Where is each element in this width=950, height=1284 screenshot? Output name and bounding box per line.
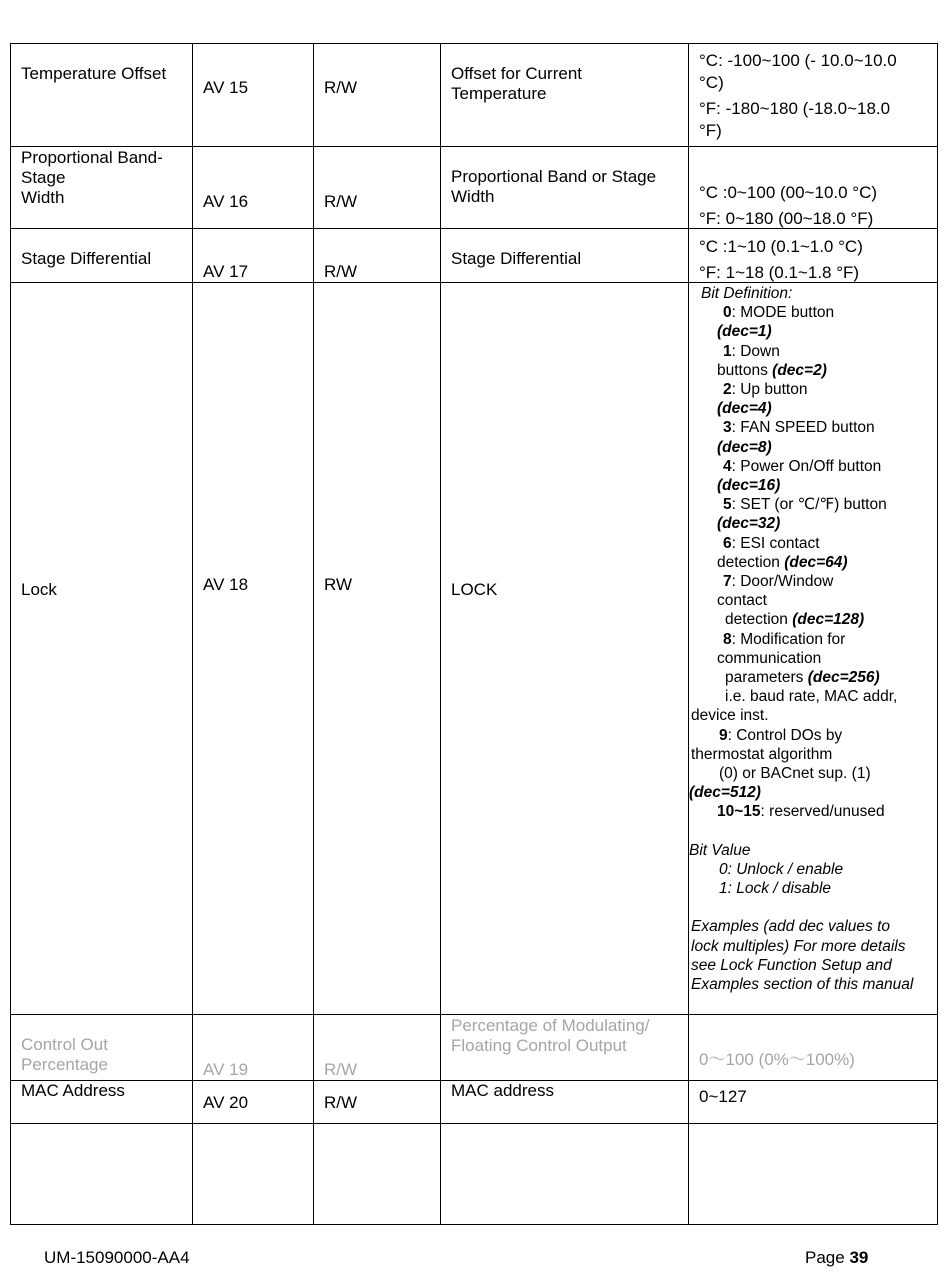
range-line: °F) — [699, 121, 722, 140]
cell-object — [193, 283, 314, 1015]
object-description — [451, 1016, 682, 1056]
bit-5: 5: SET (or ℃/℉) button — [723, 496, 887, 514]
range-line: °C: -100~100 (- 10.0~10.0 — [699, 51, 897, 70]
value-range — [699, 50, 931, 142]
object-name — [21, 1035, 186, 1075]
range-line: °F: 0~180 (00~18.0 °F) — [699, 209, 874, 228]
description-line: Proportional Band or Stage — [451, 167, 657, 186]
description-line: Temperature — [451, 84, 547, 103]
object-id: AV 20 — [203, 1093, 249, 1112]
cell-description — [441, 1081, 689, 1124]
bit-6-cont: detection (dec=64) — [717, 553, 848, 571]
object-description: Stage Differential — [451, 249, 582, 268]
bit-dec: (dec=1) — [717, 323, 772, 341]
access-mode: R/W — [324, 78, 358, 97]
range-line: °C :1~10 (0.1~1.0 °C) — [699, 237, 863, 256]
cell-empty — [193, 1124, 314, 1225]
name-line: Stage — [21, 168, 66, 187]
name-line: Percentage — [21, 1055, 108, 1074]
bit-value-title: Bit Value — [689, 841, 751, 859]
name-line: Control Out — [21, 1035, 108, 1054]
object-id: AV 17 — [203, 262, 249, 281]
cell-description — [441, 283, 689, 1015]
cell-object — [193, 1081, 314, 1124]
access-mode: R/W — [324, 262, 358, 281]
cell-name — [11, 147, 193, 229]
value-range: 0~127 — [699, 1087, 747, 1106]
table-row-proportional-band — [11, 147, 938, 229]
value-range: 0～100 (0%～100%) — [699, 1050, 855, 1069]
cell-empty — [314, 1124, 441, 1225]
object-id: AV 18 — [203, 575, 249, 594]
bit-8-cont2: parameters (dec=256) — [725, 669, 880, 687]
cell-access — [314, 283, 441, 1015]
object-description — [451, 64, 682, 104]
bit-10-15: 10~15: reserved/unused — [717, 803, 885, 821]
cell-access — [314, 147, 441, 229]
table-row-control-out — [11, 1015, 938, 1081]
description-line: Percentage of Modulating/ — [451, 1016, 650, 1035]
cell-bit-definition — [689, 283, 938, 1015]
examples-line: lock multiples) For more details — [691, 937, 906, 955]
access-mode: R/W — [324, 1060, 358, 1079]
bit-dec: (dec=16) — [717, 477, 781, 495]
cell-range — [689, 1081, 938, 1124]
table-row-lock — [11, 283, 938, 1015]
name-line: Width — [21, 188, 65, 207]
cell-access — [314, 1015, 441, 1081]
cell-object — [193, 229, 314, 283]
object-name: MAC Address — [21, 1081, 125, 1100]
bit-9: 9: Control DOs by — [719, 726, 843, 744]
bit-4: 4: Power On/Off button — [723, 457, 882, 475]
examples-line: Examples section of this manual — [691, 975, 914, 993]
bit-2: 2: Up button — [723, 381, 808, 399]
cell-empty — [11, 1124, 193, 1225]
table-row-empty — [11, 1124, 938, 1225]
cell-empty — [441, 1124, 689, 1225]
object-description: MAC address — [451, 1081, 554, 1100]
page-label: Page — [805, 1248, 845, 1267]
cell-range — [689, 229, 938, 283]
bit-9-cont: thermostat algorithm — [691, 745, 833, 763]
cell-name — [11, 44, 193, 147]
object-name: Lock — [21, 580, 57, 599]
bit-dec: (dec=8) — [717, 438, 772, 456]
value-range — [699, 234, 931, 286]
bit-9-cont2: (0) or BACnet sup. (1) — [719, 765, 871, 783]
object-description: LOCK — [451, 580, 498, 599]
bit-6: 6: ESI contact — [723, 534, 820, 552]
object-id: AV 16 — [203, 192, 249, 211]
bit-8: 8: Modification for — [723, 630, 846, 648]
description-line: Offset for Current — [451, 64, 583, 83]
access-mode: R/W — [324, 1093, 358, 1112]
bit-dec: (dec=4) — [717, 400, 772, 418]
cell-description — [441, 147, 689, 229]
cell-object — [193, 44, 314, 147]
description-line: Width — [451, 187, 495, 206]
bit-3: 3: FAN SPEED button — [723, 419, 875, 437]
page-number — [805, 1248, 868, 1268]
cell-range — [689, 147, 938, 229]
bit-7-cont2: detection (dec=128) — [725, 611, 865, 629]
bit-value-0: 0: Unlock / enable — [719, 860, 844, 878]
bit-8-note: i.e. baud rate, MAC addr, — [725, 688, 898, 706]
bit-8-cont: communication — [717, 649, 822, 667]
object-name: Stage Differential — [21, 249, 152, 268]
table-row-temperature-offset — [11, 44, 938, 147]
cell-access — [314, 229, 441, 283]
cell-name — [11, 283, 193, 1015]
name-line: Proportional Band- — [21, 148, 163, 167]
table-row-mac-address — [11, 1081, 938, 1124]
bit-8-note: device inst. — [691, 707, 769, 725]
document-id: UM-15090000-AA4 — [44, 1248, 190, 1267]
object-name — [21, 148, 186, 208]
cell-name — [11, 229, 193, 283]
object-id: AV 15 — [203, 78, 249, 97]
cell-description — [441, 1015, 689, 1081]
access-mode: RW — [324, 575, 353, 594]
bit-definition-title: Bit Definition: — [701, 285, 793, 302]
bit-dec: (dec=512) — [689, 784, 761, 802]
object-description — [451, 167, 682, 207]
access-mode: R/W — [324, 192, 358, 211]
bit-7: 7: Door/Window — [723, 573, 834, 591]
bit-1: 1: Down — [723, 342, 780, 360]
range-line: °F: -180~180 (-18.0~18.0 — [699, 99, 891, 118]
table-row-stage-differential — [11, 229, 938, 283]
cell-range — [689, 1015, 938, 1081]
bit-value-1: 1: Lock / disable — [719, 880, 832, 898]
cell-object — [193, 1015, 314, 1081]
range-line: °F: 1~18 (0.1~1.8 °F) — [699, 263, 860, 282]
cell-access — [314, 44, 441, 147]
object-id: AV 19 — [203, 1060, 249, 1079]
cell-access — [314, 1081, 441, 1124]
bit-1-cont: buttons (dec=2) — [717, 361, 827, 379]
cell-empty — [689, 1124, 938, 1225]
bacnet-object-table — [10, 43, 938, 1225]
cell-description — [441, 44, 689, 147]
description-line: Floating Control Output — [451, 1036, 627, 1055]
examples-line: see Lock Function Setup and — [691, 956, 892, 974]
object-name: Temperature Offset — [21, 64, 167, 83]
value-range — [699, 180, 931, 232]
cell-range — [689, 44, 938, 147]
cell-object — [193, 147, 314, 229]
bit-dec: (dec=32) — [717, 515, 781, 533]
bit-7-cont: contact — [717, 592, 767, 610]
cell-name — [11, 1081, 193, 1124]
page-number-value: 39 — [849, 1248, 869, 1267]
range-line: °C :0~100 (00~10.0 °C) — [699, 183, 878, 202]
bit-definition-block — [689, 284, 933, 994]
examples-line: Examples (add dec values to — [691, 918, 891, 936]
bit-0: 0: MODE button — [723, 304, 835, 322]
range-line: °C) — [699, 73, 724, 92]
cell-name — [11, 1015, 193, 1081]
cell-description — [441, 229, 689, 283]
